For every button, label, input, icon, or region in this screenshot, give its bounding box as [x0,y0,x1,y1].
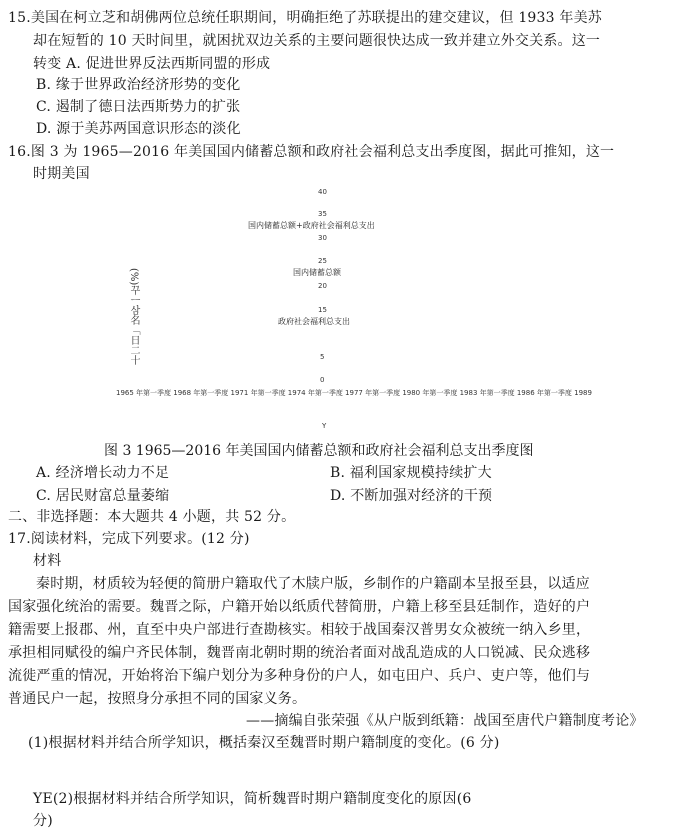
q15-option-d: D. 源于美苏两国意识形态的淡化 [36,121,241,137]
q17-subquestion-1: (1)根据材料并结合所学知识，概括秦汉至魏晋时期户籍制度的变化。(6 分) [28,735,500,751]
q16-option-c: C. 居民财富总量萎缩 [36,488,170,504]
y-tick-25: 25 [318,257,327,265]
figure-caption: 图 3 1965—2016 年美国国内储蓄总额和政府社会福利总支出季度图 [104,443,534,459]
y-tick-5: 5 [320,353,325,361]
q16-stem-line2: 时期美国 [33,166,90,182]
y-tick-30: 30 [318,234,327,242]
y-tick-15: 15 [318,306,327,314]
q17-material-label: 材料 [33,553,62,569]
q17-material-line4: 承担相同赋役的编户齐民体制，魏晋南北朝时期的统治者面对战乱造成的人口锐减、民众逃移 [8,645,591,661]
q15-stem-line1: 15.美国在柯立芝和胡佛两位总统任职期间，明确拒绝了苏联提出的建交建议，但 1933 年美苏 [8,10,602,26]
q17-material-line1: 秦时期，材质较为轻便的简册户籍取代了木牍户版，乡制作的户籍副本呈报至县，以适应 [36,576,590,592]
series-label-welfare: 政府社会福利总支出 [278,317,350,326]
section-2-heading: 二、非选择题：本大题共 4 小题，共 52 分。 [8,509,296,525]
q17-material-line2: 国家强化统治的需要。魏晋之际，户籍开始以纸质代替简册，户籍上移至县廷制作，造好的户 [8,599,591,615]
figure-3-chart [110,180,692,435]
y-axis-label: (%)꾸ㅡ삼名「日二十 [128,268,139,366]
q17-title: 17.阅读材料，完成下列要求。(12 分) [8,531,250,547]
q15-option-b: B. 缘于世界政治经济形势的变化 [36,77,241,93]
x-axis-name: Y [322,422,327,430]
q15-option-c: C. 遏制了德日法西斯势力的扩张 [36,99,241,115]
y-tick-40: 40 [318,188,327,196]
q16-stem-line1: 16.图 3 为 1965—2016 年美国国内储蓄总额和政府社会福利总支出季度图，据此可推知，这一 [8,144,615,160]
y-tick-0: 0 [320,376,325,384]
q16-option-d: D. 不断加强对经济的干预 [330,488,493,504]
x-axis-tick-labels: 1965 年第一季度 1968 年第一季度 1971 年第一季度 1974 年第一季度 1977 年第一季度 1980 年第一季度 1983 年第一季度 1986 年第一季度 1989 [116,389,592,397]
q17-material-line6: 普通民户一起，按照身分承担不同的国家义务。 [8,691,307,707]
q17-material-line3: 籍需要上报郡、州，直至中央户部进行查勘核实。相较于战国秦汉普男女众被统一纳入乡里， [8,622,591,638]
q15-stem-line2: 却在短暂的 10 天时间里，就困扰双边关系的主要问题很快达成一致并建立外交关系。这一 [33,33,601,49]
q16-option-a: A. 经济增长动力不足 [36,465,170,481]
q17-source: ——摘编自张荣强《从户版到纸籍：战国至唐代户籍制度考论》 [246,713,644,729]
q17-subquestion-2-line1: YE(2)根据材料并结合所学知识，简析魏晋时期户籍制度变化的原因(6 [33,791,472,807]
y-tick-20: 20 [318,282,327,290]
q17-material-line5: 流徙严重的情况，开始将治下编户划分为多种身份的户人，如屯田户、兵户、吏户等，他们与 [8,668,591,684]
y-tick-35: 35 [318,210,327,218]
series-label-total: 国内储蓄总额+政府社会福利总支出 [248,221,375,230]
q15-stem-line3: 转变 A. 促进世界反法西斯同盟的形成 [33,56,271,72]
q17-subquestion-2-line2: 分) [33,813,53,829]
q16-option-b: B. 福利国家规模持续扩大 [330,465,492,481]
series-label-savings: 国内储蓄总额 [293,268,341,277]
